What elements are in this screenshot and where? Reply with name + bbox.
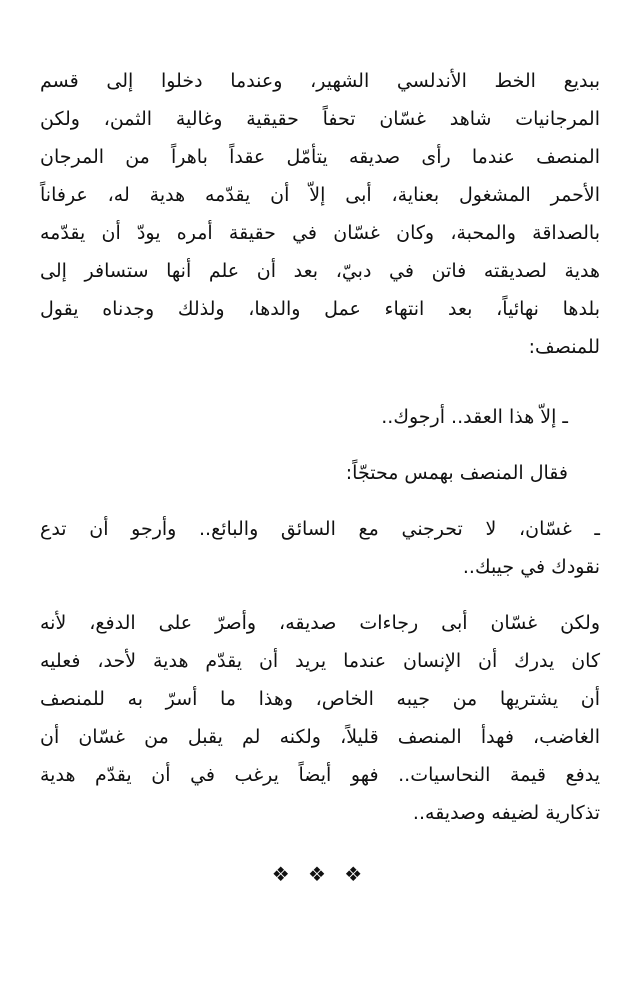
text-line: ببديع الخط الأندلسي الشهير، وعندما دخلوا إلى قسم bbox=[40, 70, 600, 92]
text-line: هدية لصديقته فاتن في دبيّ، بعد أن علم أنها ستسافر إلى bbox=[40, 260, 600, 282]
section-divider-ornament: ❖ ❖ ❖ bbox=[271, 862, 369, 886]
text-line: للمنصف: bbox=[528, 336, 600, 358]
paragraph-narrative-1 bbox=[40, 62, 600, 366]
text-line: تذكارية لضيفه وصديقه.. bbox=[412, 802, 600, 824]
text-line: أن يشتريها من جيبه الخاص، وهذا ما أسرّ به للمنصف bbox=[40, 688, 600, 710]
text-line: المنصف عندما رأى صديقه يتأمّل عقداً باهراً من المرجان bbox=[40, 146, 600, 168]
dialogue-line-1 bbox=[48, 398, 568, 436]
dialogue-paragraph-2 bbox=[40, 510, 600, 586]
text-line: يدفع قيمة النحاسيات.. فهو أيضاً يرغب في أن يقدّم هدية bbox=[40, 764, 600, 786]
text-line: المرجانيات شاهد غسّان تحفاً حقيقية وغالية الثمن، ولكن bbox=[40, 108, 600, 130]
text-line: كان يدرك أن الإنسان عندما يريد أن يقدّم هدية لأحد، فعليه bbox=[40, 650, 600, 672]
paragraph-narrative-2 bbox=[40, 604, 600, 832]
text-line: ـ إلاّ هذا العقد.. أرجوك.. bbox=[381, 406, 568, 428]
text-line: بلدها نهائياً، بعد انتهاء عمل والدها، ولذلك وجدناه يقول bbox=[40, 298, 600, 320]
text-line: الأحمر المشغول بعناية، أبى إلاّ أن يقدّمه هدية له، عرفاناً bbox=[40, 184, 600, 206]
narration-line-1 bbox=[48, 454, 568, 492]
text-line: فقال المنصف بهمس محتجّاً: bbox=[345, 462, 568, 484]
text-line: ـ غسّان، لا تحرجني مع السائق والبائع.. وأرجو أن تدع bbox=[40, 518, 600, 540]
text-line: بالصداقة والمحبة، وكان غسّان في حقيقة أمره يودّ أن يقدّمه bbox=[40, 222, 600, 244]
text-line: ولكن غسّان أبى رجاءات صديقه، وأصرّ على الدفع، لأنه bbox=[40, 612, 600, 634]
text-line: نقودك في جيبك.. bbox=[462, 556, 600, 578]
text-line: الغاضب، فهدأ المنصف قليلاً، ولكنه لم يقبل من غسّان أن bbox=[40, 726, 600, 748]
